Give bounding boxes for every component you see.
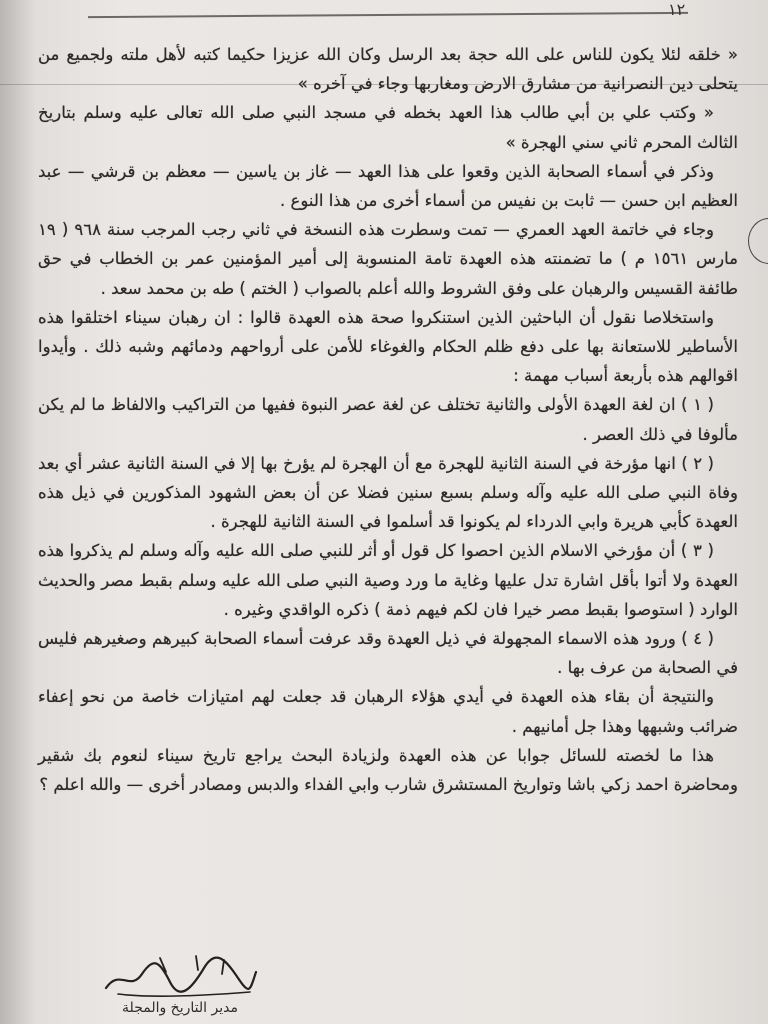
paragraph-9: ( ٤ ) ورود هذه الاسماء المجهولة في ذيل العهدة وقد عرفت أسماء الصحابة كبيرهم وصغيرهم فليس في الصحابة من عرف بها . (38, 629, 738, 678)
paragraph-11: هذا ما لخصته للسائل جوابا عن هذه العهدة ولزيادة البحث يراجع تاريخ سيناء لنعوم بك شقير ومحاضرة احمد زكي باشا وتواريخ المستشرق شارب وابي الفداء والدبس ومصادر أخرى — والله اعلم ؟ (38, 745, 738, 795)
margin-circle-mark (748, 218, 768, 264)
page-number: ١٢ (668, 0, 686, 19)
paragraph-1: « خلقه لئلا يكون للناس على الله حجة بعد الرسل وكان الله عزيزا حكيما كتبه لأهل ملته ولجميع من يتحلى دين النصرانية من مشارق الارض ومغاربها وجاء في آخره » (38, 45, 738, 94)
paragraph-8: ( ٣ ) أن مؤرخي الاسلام الذين احصوا كل قول أو أثر للنبي صلى الله عليه وآله وسلم لم يذكروا هذه العهدة ولا أتوا بأقل اشارة تدل عليها وغاية ما ورد وصية النبي صلى الله عليه وسلم بقبط مصر والحديث الوارد ( استوصوا بقبط مصر خيرا فان لكم فيهم ذمة ) ذكره الواقدي وغيره . (38, 541, 738, 619)
body-text (38, 40, 738, 799)
paragraph-2: « وكتب علي بن أبي طالب هذا العهد بخطه في مسجد النبي صلى الله تعالى عليه وسلم بتاريخ الثالث المحرم ثاني سني الهجرة » (38, 103, 738, 152)
handwritten-signature (100, 948, 260, 1004)
top-rule (88, 12, 688, 18)
paragraph-3: وذكر في أسماء الصحابة الذين وقعوا على هذا العهد — غاز بن ياسين — معظم بن قرشي — عبد العظيم ابن حسن — ثابت بن نفيس من أسماء أخرى من هذا النوع . (38, 161, 738, 211)
paragraph-4: وجاء في خاتمة العهد العمري — تمت وسطرت هذه النسخة في ثاني رجب المرجب سنة ٩٦٨ ( ١٩ مارس ١٥٦١ م ) ما تضمنته هذه العهدة تامة المنسوبة إلى أمير المؤمنين عمر بن الخطاب في حق طائفة القسيس والرهبان على وفق الشروط والله أعلم بالصواب ( الختم ) طه بن محمد سعد . (38, 220, 738, 298)
paragraph-7: ( ٢ ) انها مؤرخة في السنة الثانية للهجرة مع أن الهجرة لم يؤرخ بها إلا في السنة الثانية عشر أي بعد وفاة النبي صلى الله عليه وآله وسلم بسبع سنين فضلا عن أن بعض الشهود المذكورين في ذيل هذه العهدة كأبي هريرة وابي الدرداء لم يكونوا قد أسلموا في السنة الثانية للهجرة . (38, 453, 738, 532)
paragraph-6: ( ١ ) ان لغة العهدة الأولى والثانية تختلف عن لغة عصر النبوة ففيها من التراكيب والالفاظ ما لم يكن مألوفا في ذلك العصر . (38, 395, 738, 444)
paragraph-5: واستخلاصا نقول أن الباحثين الذين استنكروا صحة هذه العهدة قالوا : ان رهبان سيناء اختلقوا هذه الأساطير للاستعانة بها على دفع ظلم الحكام والغوغاء للأمن على أرواحهم ودمائهم وشبه ذلك . وأيدوا اقوالهم هذه بأربعة أسباب مهمة : (38, 307, 738, 386)
signature-title: مدير التاريخ والمجلة (122, 1000, 238, 1016)
paragraph-10: والنتيجة أن بقاء هذه العهدة في أيدي هؤلاء الرهبان قد جعلت لهم امتيازات خاصة من نحو إعفاء ضرائب وشبهها وهذا جل أمانيهم . (38, 687, 738, 736)
